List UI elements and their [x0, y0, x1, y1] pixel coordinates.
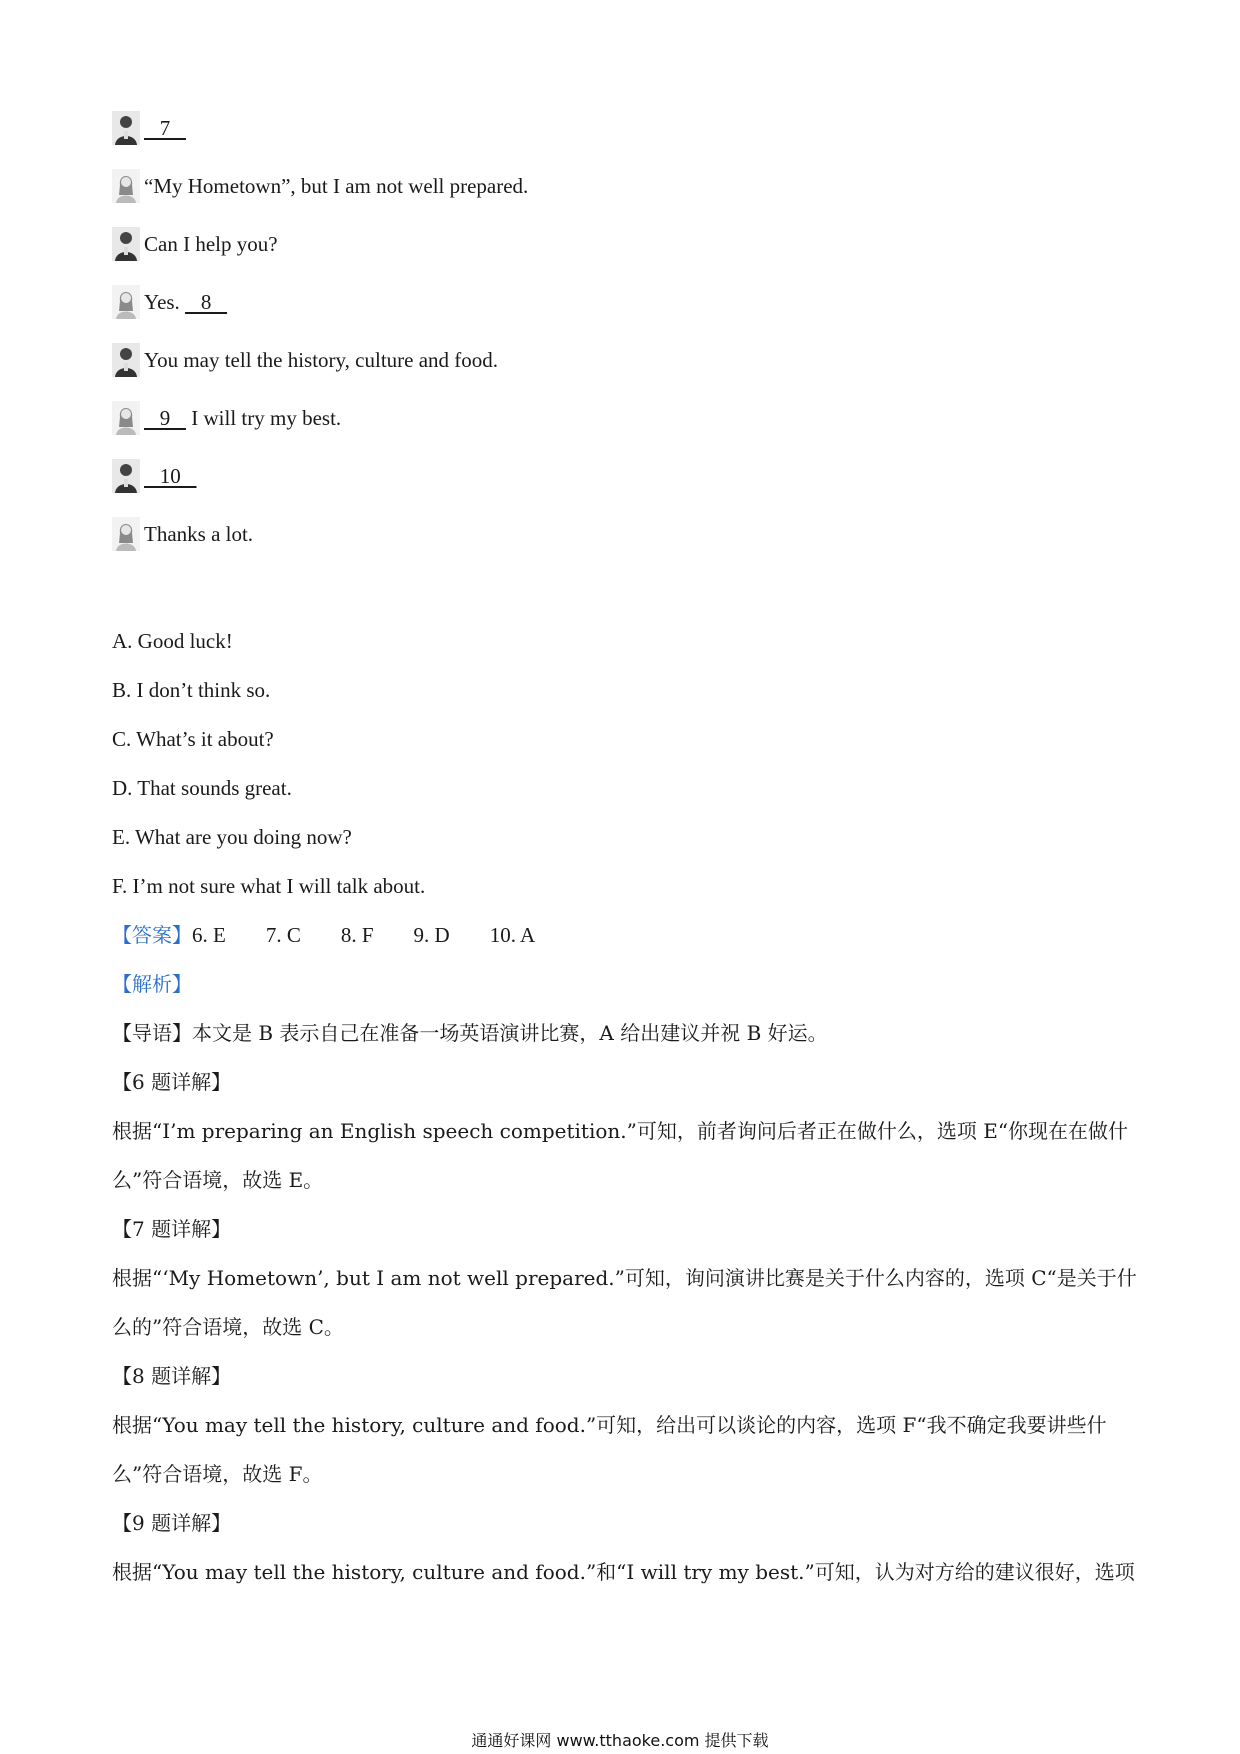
man-avatar-icon — [112, 459, 140, 493]
q7-explanation: 根据“‘My Hometown’, but I am not well prepared.”可知，询问演讲比赛是关于什么内容的，选项 C“是关于什 — [112, 1266, 1137, 1290]
option-d: D. That sounds great. — [112, 776, 292, 800]
dialogue-text: I will try my best. — [186, 406, 342, 430]
answer-item: 6. E — [192, 923, 226, 947]
option-f: F. I’m not sure what I will talk about. — [112, 874, 426, 898]
q8-explanation: 根据“You may tell the history, culture and food.”可知，给出可以谈论的内容，选项 F“我不确定我要讲些什 — [112, 1413, 1107, 1437]
answer-line — [112, 920, 575, 950]
page-footer: 通通好课网 www.tthaoke.com 提供下载 — [471, 1731, 769, 1750]
guide-text: 【导语】本文是 B 表示自己在准备一场英语演讲比赛，A 给出建议并祝 B 好运。 — [112, 1021, 828, 1045]
q7-title: 【7 题详解】 — [112, 1217, 232, 1241]
dialogue-line — [112, 168, 528, 204]
answer-item: 7. C — [265, 923, 301, 947]
blank-10: 10 — [144, 464, 197, 488]
q9-explanation: 根据“You may tell the history, culture and food.”和“I will try my best.”可知，认为对方给的建议很好，选项 — [112, 1560, 1135, 1584]
woman-avatar-icon — [112, 285, 140, 319]
option-b: B. I don’t think so. — [112, 678, 271, 702]
q8-explanation-cont: 么”符合语境，故选 F。 — [112, 1462, 323, 1486]
dialogue-text: Yes. — [144, 290, 186, 314]
dialogue-line — [112, 342, 498, 378]
answer-tag: 【答案】 — [112, 923, 192, 947]
answer-item: 10. A — [489, 923, 536, 947]
option-e: E. What are you doing now? — [112, 825, 352, 849]
q9-title: 【9 题详解】 — [112, 1511, 232, 1535]
dialogue-line — [112, 110, 186, 146]
q6-explanation: 根据“I’m preparing an English speech competition.”可知，前者询问后者正在做什么，选项 E“你现在在做什 — [112, 1119, 1129, 1143]
analysis-tag: 【解析】 — [112, 972, 192, 996]
dialogue-text: Can I help you? — [144, 232, 278, 256]
dialogue-line — [112, 400, 341, 436]
q7-explanation-cont: 么的”符合语境，故选 C。 — [112, 1315, 344, 1339]
dialogue-text: “My Hometown”, but I am not well prepared. — [144, 174, 529, 198]
dialogue-line — [112, 516, 253, 552]
man-avatar-icon — [112, 111, 140, 145]
woman-avatar-icon — [112, 169, 140, 203]
dialogue-text: You may tell the history, culture and food. — [144, 348, 499, 372]
q8-title: 【8 题详解】 — [112, 1364, 232, 1388]
answer-item: 9. D — [413, 923, 450, 947]
option-c: C. What’s it about? — [112, 727, 274, 751]
blank-9: 9 — [144, 406, 186, 430]
answer-item: 8. F — [340, 923, 374, 947]
man-avatar-icon — [112, 343, 140, 377]
dialogue-text: Thanks a lot. — [144, 522, 254, 546]
dialogue-line — [112, 458, 197, 494]
blank-7: 7 — [144, 116, 186, 140]
woman-avatar-icon — [112, 517, 140, 551]
man-avatar-icon — [112, 227, 140, 261]
woman-avatar-icon — [112, 401, 140, 435]
blank-8: 8 — [185, 290, 228, 314]
dialogue-line — [112, 284, 227, 320]
option-a: A. Good luck! — [112, 629, 233, 653]
q6-title: 【6 题详解】 — [112, 1070, 232, 1094]
q6-explanation-cont: 么”符合语境，故选 E。 — [112, 1168, 324, 1192]
dialogue-line — [112, 226, 278, 262]
